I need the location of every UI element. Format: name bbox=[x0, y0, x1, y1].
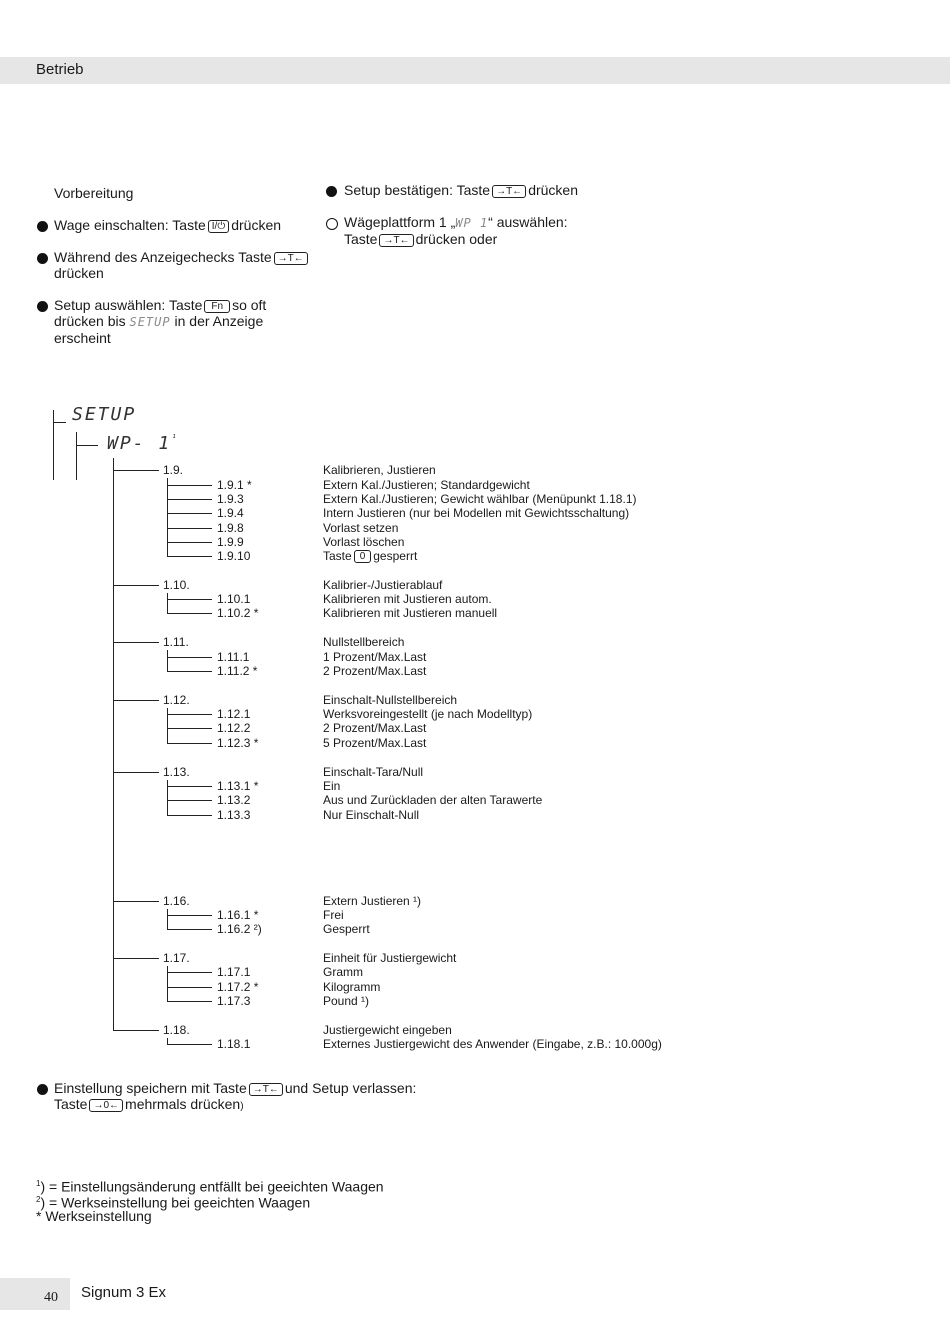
step-text: Während des Anzeigechecks Taste bbox=[54, 249, 272, 265]
item-label: 2 Prozent/Max.Last bbox=[323, 664, 427, 678]
group-code: 1.10. bbox=[163, 578, 190, 592]
step-confirm-setup bbox=[344, 182, 578, 198]
group-branch bbox=[113, 642, 159, 643]
tree-sub-line bbox=[76, 432, 77, 480]
group-label: Kalibrier-/Justierablauf bbox=[323, 578, 443, 592]
group-branch bbox=[113, 772, 159, 773]
item-code: 1.10.2 * bbox=[217, 606, 259, 620]
item-branch bbox=[167, 743, 212, 744]
footnote-text: ) = Einstellungsänderung entfällt bei geeichten Waagen bbox=[40, 1178, 384, 1195]
group-label: Nullstellbereich bbox=[323, 635, 405, 649]
item-label: Frei bbox=[323, 908, 344, 922]
group-label: Einschalt-Tara/Null bbox=[323, 765, 424, 779]
item-code: 1.9.8 bbox=[217, 521, 244, 535]
zero-key-icon: →0← bbox=[89, 1099, 123, 1112]
item-label: 2 Prozent/Max.Last bbox=[323, 721, 427, 735]
item-code: 1.9.10 bbox=[217, 549, 251, 563]
item-label-text: gesperrt bbox=[373, 549, 418, 563]
lcd-wp1-mark: ¹ bbox=[171, 434, 179, 444]
header-band bbox=[0, 57, 950, 84]
step-text: drücken oder bbox=[415, 231, 498, 247]
footnote-mark: 1 bbox=[36, 1179, 41, 1188]
item-code: 1.13.1 * bbox=[217, 779, 259, 793]
bullet-filled bbox=[37, 253, 48, 264]
item-label: Intern Justieren (nur bei Modellen mit Gewichtsschaltung) bbox=[323, 506, 630, 520]
item-branch bbox=[167, 671, 212, 672]
item-branch bbox=[167, 542, 212, 543]
power-key-icon: I/⏻ bbox=[208, 220, 229, 233]
item-code: 1.17.2 * bbox=[217, 980, 259, 994]
page-number: 40 bbox=[44, 1290, 58, 1305]
group-branch bbox=[113, 1030, 159, 1031]
item-branch bbox=[167, 485, 212, 486]
tree-main-trunk bbox=[113, 458, 114, 1031]
tree-sub-branch bbox=[76, 445, 98, 446]
group-label: Einschalt-Nullstellbereich bbox=[323, 693, 458, 707]
item-branch bbox=[167, 1001, 212, 1002]
tare-key-icon: →T← bbox=[274, 252, 308, 265]
product-name: Signum 3 Ex bbox=[81, 1284, 167, 1301]
group-branch bbox=[113, 700, 159, 701]
item-code: 1.12.1 bbox=[217, 707, 251, 721]
fn-key-icon: Fn bbox=[204, 300, 230, 313]
group-code: 1.13. bbox=[163, 765, 190, 779]
group-code: 1.11. bbox=[163, 635, 189, 649]
item-label: Kilogramm bbox=[323, 980, 381, 994]
item-label: Aus und Zurückladen der alten Tarawerte bbox=[323, 793, 543, 807]
step-text: drücken bbox=[528, 182, 578, 198]
step-text: drücken bbox=[54, 265, 104, 281]
bullet-filled bbox=[37, 1084, 48, 1095]
item-label: 5 Prozent/Max.Last bbox=[323, 736, 427, 750]
item-label: Gesperrt bbox=[323, 922, 370, 936]
item-label bbox=[323, 549, 417, 563]
item-branch bbox=[167, 800, 212, 801]
item-code: 1.12.3 * bbox=[217, 736, 259, 750]
footnote-mark: 2 bbox=[36, 1195, 41, 1204]
item-branch bbox=[167, 929, 212, 930]
group-trunk bbox=[167, 478, 168, 557]
item-label: Kalibrieren mit Justieren manuell bbox=[323, 606, 498, 620]
item-branch bbox=[167, 599, 212, 600]
group-trunk bbox=[167, 650, 168, 671]
item-code: 1.13.2 bbox=[217, 793, 251, 807]
item-label: Vorlast löschen bbox=[323, 535, 405, 549]
item-branch bbox=[167, 714, 212, 715]
item-label: Kalibrieren mit Justieren autom. bbox=[323, 592, 492, 606]
group-label: Kalibrieren, Justieren bbox=[323, 463, 436, 477]
item-branch bbox=[167, 499, 212, 500]
step-text: Taste bbox=[54, 1096, 88, 1112]
step-select-setup bbox=[54, 297, 266, 346]
item-code: 1.9.4 bbox=[217, 506, 244, 520]
group-label: Extern Justieren ¹) bbox=[323, 894, 422, 908]
item-branch bbox=[167, 972, 212, 973]
group-code: 1.12. bbox=[163, 693, 190, 707]
item-code: 1.9.1 * bbox=[217, 478, 252, 492]
item-label: Gramm bbox=[323, 965, 363, 979]
tree-root-lcd: SETUP bbox=[72, 404, 137, 425]
tare-key-icon: →T← bbox=[492, 185, 526, 198]
item-branch bbox=[167, 815, 212, 816]
step-text: drücken bis bbox=[54, 313, 126, 329]
step-text: Taste bbox=[344, 231, 378, 247]
item-branch bbox=[167, 728, 212, 729]
item-label: Nur Einschalt-Null bbox=[323, 808, 420, 822]
item-code: 1.17.3 bbox=[217, 994, 251, 1008]
item-label: 1 Prozent/Max.Last bbox=[323, 650, 427, 664]
footnote-text: ) = Werkseinstellung bei geeichten Waagen bbox=[40, 1194, 311, 1211]
step-select-platform bbox=[344, 214, 568, 247]
page-number-box bbox=[0, 1278, 70, 1310]
group-trunk bbox=[167, 909, 168, 930]
group-code: 1.17. bbox=[163, 951, 190, 965]
item-label: Extern Kal./Justieren; Standardgewicht bbox=[323, 478, 530, 492]
intro-heading: Vorbereitung bbox=[54, 185, 134, 201]
item-label: Werksvoreingestellt (je nach Modelltyp) bbox=[323, 707, 533, 721]
item-label-text: Taste bbox=[323, 549, 352, 563]
step-text: “ auswählen: bbox=[488, 214, 568, 230]
group-code: 1.16. bbox=[163, 894, 190, 908]
item-code: 1.9.9 bbox=[217, 535, 244, 549]
item-branch bbox=[167, 513, 212, 514]
item-label: Ein bbox=[323, 779, 341, 793]
item-code: 1.16.1 * bbox=[217, 908, 259, 922]
item-branch bbox=[167, 657, 212, 658]
item-code: 1.18.1 bbox=[217, 1037, 251, 1051]
bullet-hollow bbox=[326, 218, 338, 230]
item-code: 1.17.1 bbox=[217, 965, 251, 979]
group-label: Justiergewicht eingeben bbox=[323, 1023, 452, 1037]
step-text: ) bbox=[240, 1101, 244, 1112]
lcd-wp1-text: WP- 1 bbox=[107, 433, 172, 454]
step-text: mehrmals drücken bbox=[125, 1096, 241, 1112]
step-text: Setup auswählen: Taste bbox=[54, 297, 203, 313]
group-code: 1.9. bbox=[163, 463, 184, 477]
item-branch bbox=[167, 528, 212, 529]
item-branch bbox=[167, 613, 212, 614]
group-code: 1.18. bbox=[163, 1023, 190, 1037]
group-trunk bbox=[167, 593, 168, 614]
item-code: 1.16.2 ²) bbox=[217, 922, 262, 936]
step-text: und Setup verlassen: bbox=[284, 1080, 417, 1096]
step-text: so oft bbox=[232, 297, 267, 313]
group-branch bbox=[113, 958, 159, 959]
step-text: Wage einschalten: Taste bbox=[54, 217, 206, 233]
group-branch bbox=[113, 585, 159, 586]
step-text: Setup bestätigen: Taste bbox=[344, 182, 491, 198]
item-code: 1.11.1 bbox=[217, 650, 250, 664]
zero-key-icon: 0 bbox=[354, 550, 372, 563]
item-branch bbox=[167, 1044, 212, 1045]
item-branch bbox=[167, 915, 212, 916]
step-text: drücken bbox=[231, 217, 282, 233]
tree-root-line bbox=[53, 410, 54, 480]
step-text: erscheint bbox=[54, 330, 111, 346]
item-branch bbox=[167, 786, 212, 787]
group-branch bbox=[113, 470, 159, 471]
footnote-3: * Werkseinstellung bbox=[36, 1208, 152, 1224]
section-title: Betrieb bbox=[36, 61, 84, 78]
step-text: Einstellung speichern mit Taste bbox=[54, 1080, 247, 1096]
lcd-wp1-text: WP 1 bbox=[455, 216, 489, 230]
tare-key-icon: →T← bbox=[379, 234, 413, 247]
step-text: Wägeplattform 1 „ bbox=[344, 214, 456, 230]
bullet-filled bbox=[326, 186, 337, 197]
step-text: in der Anzeige bbox=[174, 313, 264, 329]
item-code: 1.10.1 bbox=[217, 592, 251, 606]
tree-sub-lcd bbox=[107, 433, 179, 454]
item-code: 1.13.3 bbox=[217, 808, 251, 822]
item-branch bbox=[167, 556, 212, 557]
step-save-exit bbox=[54, 1080, 416, 1115]
item-label: Extern Kal./Justieren; Gewicht wählbar (Menüpunkt 1.18.1) bbox=[323, 492, 637, 506]
bullet-filled bbox=[37, 221, 48, 232]
tree-root-branch bbox=[53, 422, 66, 423]
lcd-setup-text: SETUP bbox=[129, 315, 171, 329]
group-label: Einheit für Justiergewicht bbox=[323, 951, 457, 965]
step-display-check bbox=[54, 249, 310, 281]
item-label: Pound ¹) bbox=[323, 994, 370, 1008]
step-power-on bbox=[54, 217, 281, 233]
tare-key-icon: →T← bbox=[249, 1083, 283, 1096]
item-code: 1.11.2 * bbox=[217, 664, 258, 678]
item-label: Vorlast setzen bbox=[323, 521, 399, 535]
bullet-filled bbox=[37, 301, 48, 312]
item-branch bbox=[167, 987, 212, 988]
item-code: 1.9.3 bbox=[217, 492, 244, 506]
item-code: 1.12.2 bbox=[217, 721, 251, 735]
group-branch bbox=[113, 901, 159, 902]
item-label: Externes Justiergewicht des Anwender (Eingabe, z.B.: 10.000g) bbox=[323, 1037, 662, 1051]
